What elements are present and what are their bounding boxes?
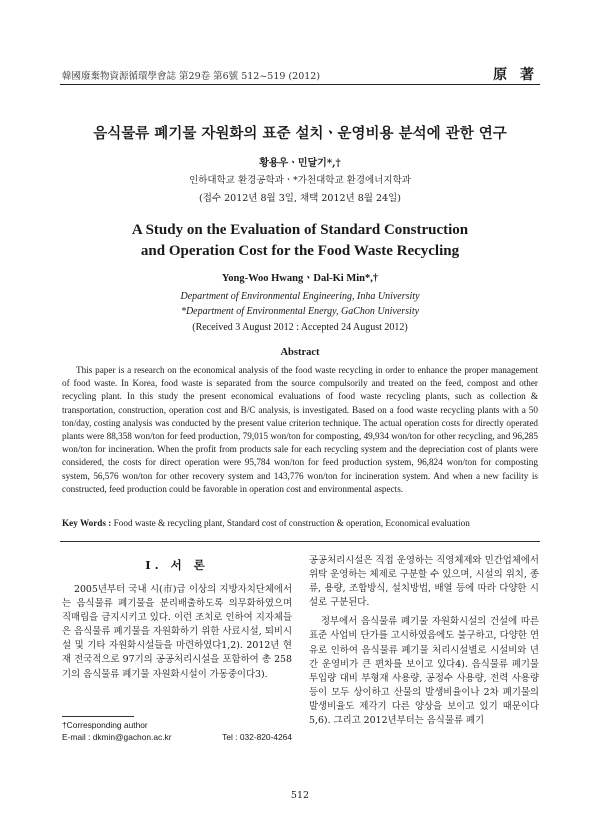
english-affiliation-1: Department of Environmental Engineering, Inha University [180,291,420,302]
author-tel: Tel : 032-820-4264 [222,731,292,742]
header-rule [60,84,540,85]
article-type-badge: 原 著 [493,67,538,83]
keywords-label: Key Words : [62,518,112,528]
abstract-divider [60,541,540,542]
english-title-line1: A Study on the Evaluation of Standard Construction [131,222,469,238]
intro-paragraph-1: 2005년부터 국내 시(市)급 이상의 지방자치단체에서는 음식물류 폐기물을 분리배출하도록 의무화하였으며 직매립을 금지시키고 있다. 이런 조치로 인하여 지자체들은 음식물류 폐기물을 자원화하기 위한 사료시설, 퇴비시설 및 기타 자원화시설들을 마련하였다1,2). 2012년 현재 전국적으로 97기의 공공처리시설을 포함하여 총 258기의 음식물류 폐기물 자원화시설이 가동중이다3). [62,584,292,680]
abstract-heading: Abstract [280,347,320,358]
corresponding-author: †Corresponding author [62,720,148,730]
english-affiliation-2: *Department of Environmental Energy, GaChon University [180,306,420,317]
journal-citation: 韓國廢棄物資源循環學會誌 第29卷 第6號 512~519 (2012) [62,71,321,82]
korean-authors: 황용우ㆍ민달기*,† [259,158,341,169]
english-dates: (Received 3 August 2012 : Accepted 24 August 2012) [192,322,408,333]
korean-title: 음식물류 폐기물 자원화의 표준 설치ㆍ운영비용 분석에 관한 연구 [93,125,507,142]
footnote-rule [62,716,134,717]
intro-paragraph-3: 정부에서 음식물류 폐기물 자원화시설의 건설에 따른 표준 사업비 단가를 고시하였음에도 불구하고, 다양한 연유로 인하여 음식물류 폐기물 처리시설별로 시설비와 년간 운영비가 큰 편차를 보이고 있다4). 음식물류 폐기물 투입량 대비 부형재 사용량, 공정수 사용량, 전력 사용량 등이 모두 상이하고 산물의 발생비율이나 2차 폐기물의 발생비율도 제각기 다른 양상을 보이고 있기 때문이다5,6). 그리고 2012년부터는 음식물류 폐기 [309,616,539,727]
english-authors: Yong-Woo HwangㆍDal-Ki Min*,† [221,273,379,284]
keywords [62,518,538,528]
right-column [309,554,539,728]
english-title [0,220,600,262]
author-email: E-mail : dkmin@gachon.ac.kr [62,731,172,742]
english-title-line2: and Operation Cost for the Food Waste Recycling [140,243,460,259]
korean-dates: (접수 2012년 8월 3일, 채택 2012년 8월 24일) [199,193,401,204]
section-heading: I. 서 론 [145,558,209,572]
intro-paragraph-2: 공공처리시설은 직접 운영하는 직영체제와 민간업체에서 위탁 운영하는 체제로 구분할 수 있으며, 시설의 위치, 종류, 용량, 조합방식, 설치방법, 배열 등에 따라 다양한 시설로 구분된다. [309,555,539,609]
abstract-body: This paper is a research on the economical analysis of the food waste recycling in order to enhance the proper management of food waste. In Korea, food waste is separated from the source compulsorily and treated on the feed, compost and other recycling plant. In this study the present economical evaluations of food waste recycling plants, such as collection & transportation, construction, operation cost and B/C analysis, is investigated. Based on a food waste recycling plants with a 50 ton/day, costing analysis was conducted by the present value criterion technique. The actual operation costs for directly operated plants were 88,358 won/ton for feed production, 79,015 won/ton for composting, 49,934 won/ton for other recycling, and 96,285 won/ton for incineration. When the profit from products sale for each recycling system and the depreciation cost of plants were considered, the costs for direct operation were 95,784 won/ton for feed production system, 96,824 won/ton for composting system, 56,576 won/ton for other recovery system and 143,776 won/ton for incineration system. And when a new facility is constructed, feed production could be favorable in operation cost and environmental aspects. [62,365,538,494]
korean-affiliation: 인하대학교 환경공학과ㆍ*가천대학교 환경에너지학과 [189,175,411,186]
left-column [62,583,292,682]
keywords-text: Food waste & recycling plant, Standard cost of construction & operation, Economical evaluation [111,518,470,528]
footnote [62,720,292,743]
page-number: 512 [290,790,310,801]
